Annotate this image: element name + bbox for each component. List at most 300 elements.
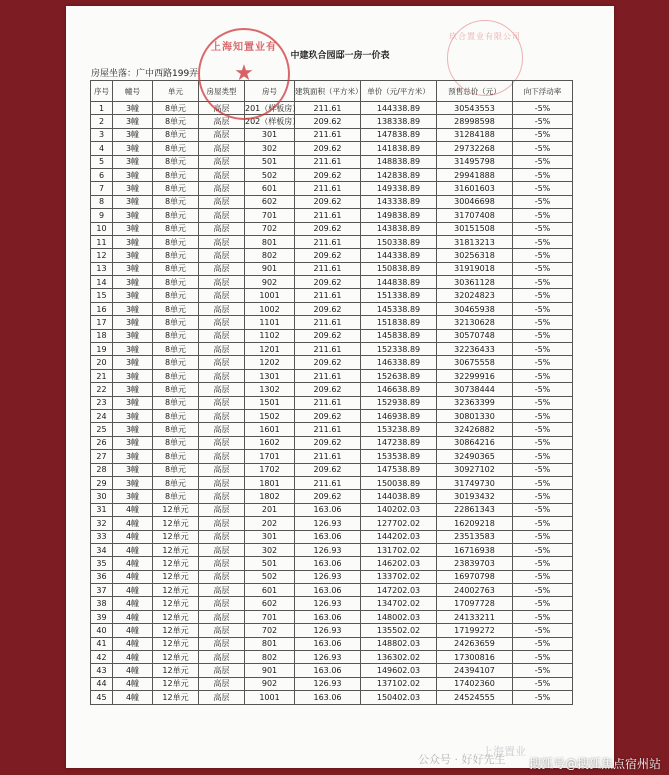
table-cell: 高层 <box>199 423 245 436</box>
table-cell: 高层 <box>199 436 245 449</box>
table-cell: 209.62 <box>295 222 361 235</box>
table-cell: 144038.89 <box>361 490 437 503</box>
table-cell: 8单元 <box>153 450 199 463</box>
table-cell: 211.61 <box>295 369 361 382</box>
table-cell: 17402360 <box>437 677 513 690</box>
table-cell: 501 <box>245 557 295 570</box>
table-cell: 12单元 <box>153 503 199 516</box>
table-cell: 高层 <box>199 343 245 356</box>
table-cell: 153238.89 <box>361 423 437 436</box>
table-cell: 126.93 <box>295 677 361 690</box>
table-cell: 602 <box>245 195 295 208</box>
table-cell: 8单元 <box>153 409 199 422</box>
table-row <box>91 182 573 195</box>
table-cell: 30 <box>91 490 113 503</box>
table-cell: 2 <box>91 115 113 128</box>
table-cell: 3幢 <box>113 249 153 262</box>
table-cell: -5% <box>513 584 573 597</box>
table-cell: 8单元 <box>153 142 199 155</box>
seal-left-text: 上海知置业有 <box>211 42 277 53</box>
table-cell: -5% <box>513 624 573 637</box>
table-cell: 3幢 <box>113 356 153 369</box>
table-cell: 136302.02 <box>361 651 437 664</box>
table-cell: 3幢 <box>113 302 153 315</box>
table-row <box>91 691 573 704</box>
table-cell: 33 <box>91 530 113 543</box>
table-cell: 14 <box>91 276 113 289</box>
table-cell: 150038.89 <box>361 476 437 489</box>
table-cell: 4幢 <box>113 597 153 610</box>
table-cell: 211.61 <box>295 476 361 489</box>
table-cell: 高层 <box>199 396 245 409</box>
table-cell: 1501 <box>245 396 295 409</box>
table-cell: 201（样板房） <box>245 102 295 115</box>
table-cell: 701 <box>245 610 295 623</box>
table-cell: 6 <box>91 168 113 181</box>
table-cell: 16716938 <box>437 543 513 556</box>
sohu-watermark: 搜狐号@搜狐焦点宿州站 <box>528 757 661 771</box>
table-cell: 1801 <box>245 476 295 489</box>
table-cell: 30801330 <box>437 409 513 422</box>
table-row <box>91 128 573 141</box>
table-cell: 高层 <box>199 316 245 329</box>
table-cell: 高层 <box>199 664 245 677</box>
table-row <box>91 584 573 597</box>
faint-watermark: 公众号 · 好好先生 <box>418 753 506 766</box>
table-cell: 211.61 <box>295 182 361 195</box>
table-cell: -5% <box>513 155 573 168</box>
table-cell: 152638.89 <box>361 369 437 382</box>
table-cell: 8单元 <box>153 476 199 489</box>
table-cell: 16 <box>91 302 113 315</box>
table-cell: -5% <box>513 249 573 262</box>
table-cell: 3幢 <box>113 276 153 289</box>
table-cell: 8单元 <box>153 249 199 262</box>
table-cell: 高层 <box>199 570 245 583</box>
table-row <box>91 530 573 543</box>
table-cell: 13 <box>91 262 113 275</box>
table-cell: 44 <box>91 677 113 690</box>
table-cell: 1301 <box>245 369 295 382</box>
table-cell: 151338.89 <box>361 289 437 302</box>
table-row <box>91 503 573 516</box>
table-cell: 209.62 <box>295 356 361 369</box>
table-cell: -5% <box>513 691 573 704</box>
table-cell: 3幢 <box>113 436 153 449</box>
table-cell: -5% <box>513 530 573 543</box>
table-cell: 16970798 <box>437 570 513 583</box>
table-cell: 24133211 <box>437 610 513 623</box>
table-cell: 29 <box>91 476 113 489</box>
table-cell: 4幢 <box>113 557 153 570</box>
table-cell: -5% <box>513 651 573 664</box>
table-cell: -5% <box>513 235 573 248</box>
table-cell: 30864216 <box>437 436 513 449</box>
table-cell: -5% <box>513 276 573 289</box>
table-cell: 802 <box>245 249 295 262</box>
table-cell: 4幢 <box>113 691 153 704</box>
column-header: 向下浮动率 <box>513 81 573 102</box>
table-cell: 163.06 <box>295 584 361 597</box>
table-cell: 8单元 <box>153 383 199 396</box>
table-cell: 31813213 <box>437 235 513 248</box>
table-row <box>91 235 573 248</box>
table-cell: 12单元 <box>153 570 199 583</box>
table-cell: 高层 <box>199 463 245 476</box>
table-cell: -5% <box>513 195 573 208</box>
table-row <box>91 396 573 409</box>
table-cell: 4幢 <box>113 543 153 556</box>
table-cell: 302 <box>245 543 295 556</box>
table-cell: -5% <box>513 409 573 422</box>
table-cell: 146338.89 <box>361 356 437 369</box>
table-cell: 163.06 <box>295 530 361 543</box>
table-cell: 30193432 <box>437 490 513 503</box>
table-cell: 144338.89 <box>361 249 437 262</box>
table-cell: 148838.89 <box>361 155 437 168</box>
table-cell: 144838.89 <box>361 276 437 289</box>
table-cell: -5% <box>513 102 573 115</box>
table-cell: 31749730 <box>437 476 513 489</box>
table-cell: 147838.89 <box>361 128 437 141</box>
table-cell: 301 <box>245 128 295 141</box>
table-row <box>91 302 573 315</box>
table-cell: 高层 <box>199 610 245 623</box>
table-cell: 5 <box>91 155 113 168</box>
table-cell: 209.62 <box>295 302 361 315</box>
table-cell: 133702.02 <box>361 570 437 583</box>
table-cell: 150402.03 <box>361 691 437 704</box>
table-cell: 1502 <box>245 409 295 422</box>
table-cell: 31495798 <box>437 155 513 168</box>
company-seal-left <box>198 28 290 120</box>
table-cell: 211.61 <box>295 450 361 463</box>
table-cell: 27 <box>91 450 113 463</box>
table-cell: -5% <box>513 664 573 677</box>
table-cell: 3幢 <box>113 102 153 115</box>
table-cell: 163.06 <box>295 503 361 516</box>
table-cell: 17300816 <box>437 651 513 664</box>
table-cell: 8单元 <box>153 423 199 436</box>
table-cell: -5% <box>513 463 573 476</box>
table-cell: 24263659 <box>437 637 513 650</box>
table-cell: 28 <box>91 463 113 476</box>
table-cell: 高层 <box>199 691 245 704</box>
table-row <box>91 142 573 155</box>
table-cell: 146638.89 <box>361 383 437 396</box>
table-row <box>91 610 573 623</box>
table-cell: 3 <box>91 128 113 141</box>
table-cell: 126.93 <box>295 517 361 530</box>
table-cell: 高层 <box>199 142 245 155</box>
table-cell: 3幢 <box>113 369 153 382</box>
table-cell: 211.61 <box>295 343 361 356</box>
table-cell: 201 <box>245 503 295 516</box>
table-cell: 32299916 <box>437 369 513 382</box>
table-cell: 高层 <box>199 490 245 503</box>
table-cell: 32426882 <box>437 423 513 436</box>
table-cell: 163.06 <box>295 637 361 650</box>
table-cell: 高层 <box>199 637 245 650</box>
table-row <box>91 102 573 115</box>
table-cell: 148002.03 <box>361 610 437 623</box>
table-cell: 8单元 <box>153 262 199 275</box>
table-row <box>91 222 573 235</box>
table-cell: -5% <box>513 517 573 530</box>
table-cell: 43 <box>91 664 113 677</box>
table-row <box>91 209 573 222</box>
column-header: 预售总价（元） <box>437 81 513 102</box>
table-cell: 1802 <box>245 490 295 503</box>
table-cell: 31284188 <box>437 128 513 141</box>
table-cell: -5% <box>513 476 573 489</box>
table-cell: 163.06 <box>295 610 361 623</box>
table-cell: 30543553 <box>437 102 513 115</box>
table-cell: 9 <box>91 209 113 222</box>
table-row <box>91 436 573 449</box>
table-cell: 高层 <box>199 543 245 556</box>
table-cell: 32130628 <box>437 316 513 329</box>
table-header-row <box>91 81 573 102</box>
table-cell: -5% <box>513 503 573 516</box>
table-cell: 8单元 <box>153 102 199 115</box>
table-cell: 23 <box>91 396 113 409</box>
table-cell: 42 <box>91 651 113 664</box>
table-cell: -5% <box>513 209 573 222</box>
table-row <box>91 543 573 556</box>
table-cell: 12单元 <box>153 610 199 623</box>
table-cell: 30927102 <box>437 463 513 476</box>
table-cell: 209.62 <box>295 436 361 449</box>
table-cell: 202（样板房） <box>245 115 295 128</box>
table-row <box>91 557 573 570</box>
table-cell: 8单元 <box>153 222 199 235</box>
table-cell: 502 <box>245 570 295 583</box>
table-cell: 8单元 <box>153 155 199 168</box>
table-cell: 高层 <box>199 222 245 235</box>
table-cell: 153538.89 <box>361 450 437 463</box>
table-cell: 12单元 <box>153 624 199 637</box>
table-cell: 24 <box>91 409 113 422</box>
table-cell: 902 <box>245 276 295 289</box>
table-cell: 31 <box>91 503 113 516</box>
table-cell: -5% <box>513 490 573 503</box>
table-cell: -5% <box>513 142 573 155</box>
table-row <box>91 677 573 690</box>
table-cell: -5% <box>513 383 573 396</box>
table-cell: 143338.89 <box>361 195 437 208</box>
table-cell: -5% <box>513 637 573 650</box>
table-cell: -5% <box>513 396 573 409</box>
table-cell: -5% <box>513 557 573 570</box>
table-cell: 209.62 <box>295 115 361 128</box>
table-cell: 12单元 <box>153 584 199 597</box>
table-row <box>91 369 573 382</box>
table-cell: 3幢 <box>113 396 153 409</box>
table-cell: 134702.02 <box>361 597 437 610</box>
table-cell: 高层 <box>199 651 245 664</box>
table-row <box>91 637 573 650</box>
table-cell: 30675558 <box>437 356 513 369</box>
table-cell: 7 <box>91 182 113 195</box>
table-cell: 4幢 <box>113 503 153 516</box>
table-cell: 19 <box>91 343 113 356</box>
table-cell: 137102.02 <box>361 677 437 690</box>
table-cell: 4幢 <box>113 610 153 623</box>
table-cell: 3幢 <box>113 490 153 503</box>
table-cell: 801 <box>245 637 295 650</box>
table-cell: 126.93 <box>295 597 361 610</box>
table-cell: 高层 <box>199 168 245 181</box>
table-cell: 高层 <box>199 624 245 637</box>
table-cell: 8 <box>91 195 113 208</box>
table-cell: 146938.89 <box>361 409 437 422</box>
table-cell: 163.06 <box>295 557 361 570</box>
table-cell: 4幢 <box>113 677 153 690</box>
table-cell: 3幢 <box>113 316 153 329</box>
table-cell: -5% <box>513 262 573 275</box>
table-cell: 4幢 <box>113 584 153 597</box>
table-cell: 3幢 <box>113 195 153 208</box>
table-cell: 4幢 <box>113 570 153 583</box>
table-cell: 8单元 <box>153 182 199 195</box>
table-cell: 高层 <box>199 155 245 168</box>
table-cell: 3幢 <box>113 222 153 235</box>
table-cell: 8单元 <box>153 369 199 382</box>
table-cell: 3幢 <box>113 329 153 342</box>
table-cell: 211.61 <box>295 423 361 436</box>
table-cell: 30256318 <box>437 249 513 262</box>
table-cell: 31707408 <box>437 209 513 222</box>
table-row <box>91 329 573 342</box>
table-row <box>91 450 573 463</box>
table-row <box>91 517 573 530</box>
table-cell: 209.62 <box>295 409 361 422</box>
table-cell: 12单元 <box>153 651 199 664</box>
table-cell: 147202.03 <box>361 584 437 597</box>
table-row <box>91 276 573 289</box>
table-row <box>91 463 573 476</box>
table-cell: 8单元 <box>153 128 199 141</box>
table-cell: 802 <box>245 651 295 664</box>
table-cell: 12单元 <box>153 517 199 530</box>
column-header: 单价（元/平方米） <box>361 81 437 102</box>
table-cell: 34 <box>91 543 113 556</box>
table-cell: -5% <box>513 450 573 463</box>
table-cell: -5% <box>513 597 573 610</box>
table-row <box>91 262 573 275</box>
table-cell: 701 <box>245 209 295 222</box>
table-cell: 45 <box>91 691 113 704</box>
table-cell: 3幢 <box>113 142 153 155</box>
table-cell: 高层 <box>199 209 245 222</box>
table-cell: 148802.03 <box>361 637 437 650</box>
table-cell: 22861343 <box>437 503 513 516</box>
table-cell: -5% <box>513 677 573 690</box>
table-cell: 35 <box>91 557 113 570</box>
table-cell: 3幢 <box>113 476 153 489</box>
table-cell: 4幢 <box>113 530 153 543</box>
table-cell: 40 <box>91 624 113 637</box>
table-cell: 12单元 <box>153 543 199 556</box>
table-cell: 30151508 <box>437 222 513 235</box>
table-row <box>91 624 573 637</box>
price-list-document <box>66 6 614 768</box>
table-cell: 126.93 <box>295 570 361 583</box>
table-cell: 高层 <box>199 369 245 382</box>
table-row <box>91 343 573 356</box>
table-cell: 29941888 <box>437 168 513 181</box>
table-cell: 1001 <box>245 691 295 704</box>
table-cell: 149838.89 <box>361 209 437 222</box>
seal-star-icon: ★ <box>234 61 254 86</box>
table-cell: 209.62 <box>295 329 361 342</box>
table-row <box>91 383 573 396</box>
table-row <box>91 409 573 422</box>
table-cell: 1302 <box>245 383 295 396</box>
table-cell: 3幢 <box>113 182 153 195</box>
table-cell: 22 <box>91 383 113 396</box>
table-cell: -5% <box>513 316 573 329</box>
table-cell: 8单元 <box>153 168 199 181</box>
table-cell: 30570748 <box>437 329 513 342</box>
table-cell: 150838.89 <box>361 262 437 275</box>
table-row <box>91 664 573 677</box>
table-cell: 23513583 <box>437 530 513 543</box>
table-cell: 301 <box>245 530 295 543</box>
table-cell: 211.61 <box>295 128 361 141</box>
table-cell: 4幢 <box>113 651 153 664</box>
table-cell: 高层 <box>199 128 245 141</box>
table-cell: 801 <box>245 235 295 248</box>
table-cell: 126.93 <box>295 651 361 664</box>
table-row <box>91 316 573 329</box>
table-row <box>91 597 573 610</box>
table-cell: 4幢 <box>113 664 153 677</box>
table-cell: 高层 <box>199 195 245 208</box>
table-cell: 152938.89 <box>361 396 437 409</box>
table-cell: 8单元 <box>153 463 199 476</box>
table-cell: 1201 <box>245 343 295 356</box>
table-cell: 163.06 <box>295 691 361 704</box>
table-cell: 8单元 <box>153 329 199 342</box>
table-cell: 8单元 <box>153 235 199 248</box>
table-row <box>91 115 573 128</box>
table-cell: 4幢 <box>113 637 153 650</box>
table-cell: 1702 <box>245 463 295 476</box>
table-cell: 24002763 <box>437 584 513 597</box>
table-cell: 高层 <box>199 383 245 396</box>
table-cell: 8单元 <box>153 115 199 128</box>
table-cell: 8单元 <box>153 490 199 503</box>
table-cell: 3幢 <box>113 128 153 141</box>
table-cell: 高层 <box>199 115 245 128</box>
table-cell: 8单元 <box>153 302 199 315</box>
table-cell: 202 <box>245 517 295 530</box>
table-cell: 8单元 <box>153 195 199 208</box>
table-cell: 145838.89 <box>361 329 437 342</box>
table-cell: 3幢 <box>113 450 153 463</box>
table-cell: 144338.89 <box>361 102 437 115</box>
table-cell: 211.61 <box>295 262 361 275</box>
faint-watermark-2: 上海置业 <box>482 745 526 758</box>
table-cell: 高层 <box>199 276 245 289</box>
table-cell: 138338.89 <box>361 115 437 128</box>
table-cell: 1601 <box>245 423 295 436</box>
table-cell: 144202.03 <box>361 530 437 543</box>
table-cell: 30046698 <box>437 195 513 208</box>
table-cell: 高层 <box>199 530 245 543</box>
